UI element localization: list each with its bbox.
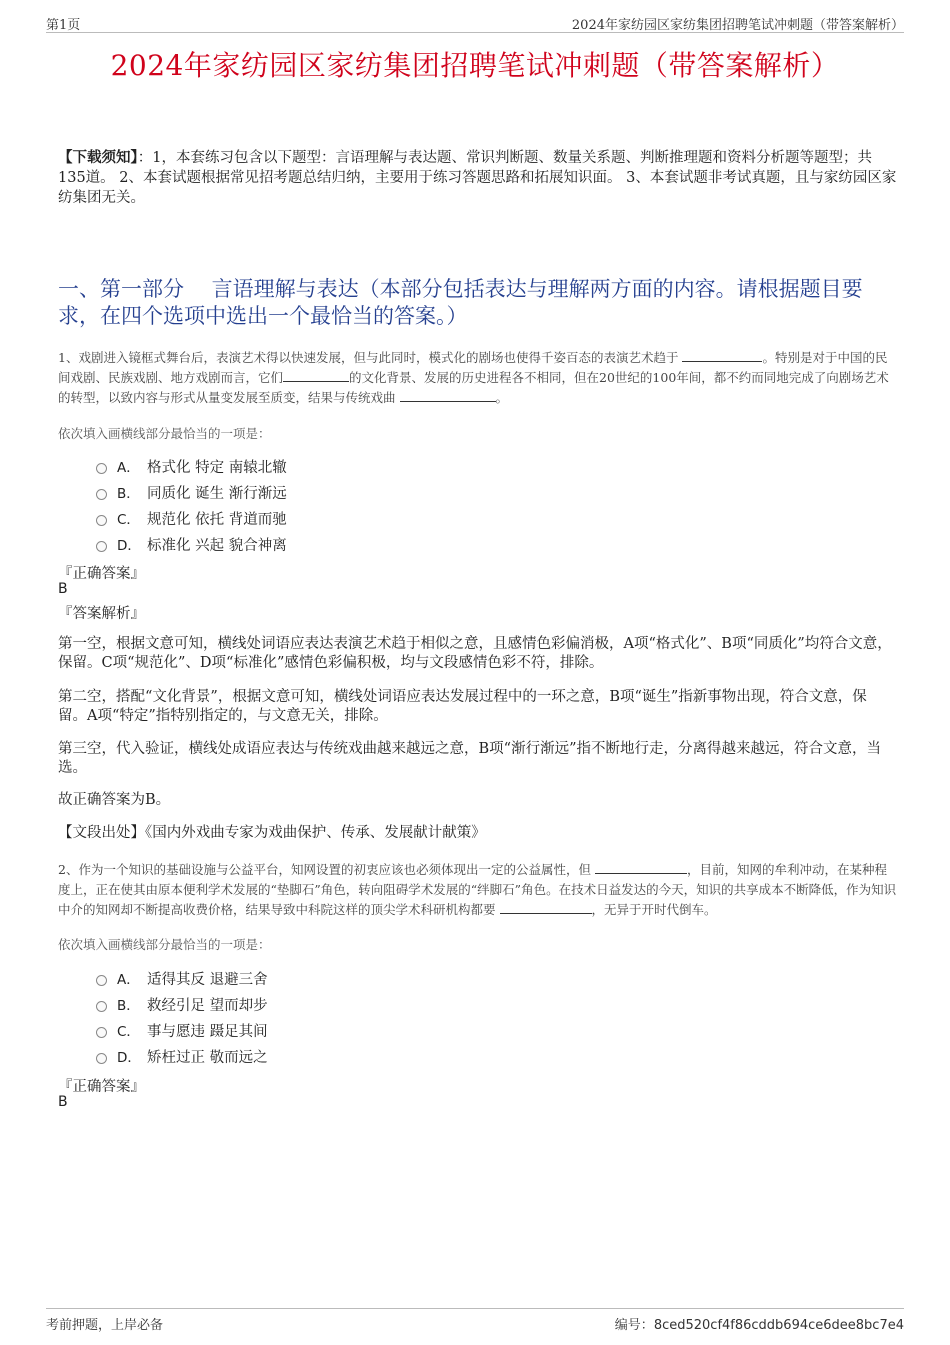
q2-text-part2: ，目前，知网的牟利冲动，在某种程度上，正在使其由原本便利学术发展的“垫脚石”角色，转向阻碍学术发展的“绊脚石”角色。在技术日益发达的今天，知识的共享成本不断降低，作为知识中介的知网却不断提高收费价格，结果导致中科院这样的顶尖学术科研机构都要 bbox=[58, 862, 897, 917]
footer-code bbox=[615, 1314, 904, 1333]
q2-answer-label: 『正确答案』 bbox=[58, 1079, 145, 1095]
question-1-text bbox=[58, 348, 898, 408]
header-doc-title: 2024年家纺园区家纺集团招聘笔试冲刺题（带答案解析） bbox=[571, 18, 904, 33]
radio-icon[interactable] bbox=[96, 1027, 107, 1038]
q2-option-a[interactable]: A． 适得其反 退避三舍 bbox=[96, 965, 268, 991]
q1-prompt: 依次填入画横线部分最恰当的一项是： bbox=[58, 426, 271, 441]
q1-analysis-1: 第一空，根据文意可知，横线处词语应表达表演艺术趋于相似之意，且感情色彩偏消极，A项“格式化”、B项“同质化”均符合文意，保留。C项“规范化”、D项“标准化”感情色彩偏积极，均与文段感情色彩不符，排除。 bbox=[58, 636, 892, 671]
page-header bbox=[46, 14, 904, 33]
download-notice bbox=[58, 148, 898, 208]
page-title: 2024年家纺园区家纺集团招聘笔试冲刺题（带答案解析） bbox=[110, 49, 840, 82]
q2-text-part1: 2、作为一个知识的基础设施与公益平台，知网设置的初衷应该也必须体现出一定的公益属性，但 bbox=[58, 862, 591, 877]
page-number: 第1页 bbox=[46, 18, 81, 33]
q1-analysis-3: 第三空，代入验证，横线处成语应表达与传统戏曲越来越远之意，B项“渐行渐远”指不断地行走，分离得越来越远，符合文意，当选。 bbox=[58, 741, 881, 776]
q2-answer: B bbox=[58, 1094, 68, 1110]
q1-answer: B bbox=[58, 581, 68, 597]
footer-slogan: 考前押题，上岸必备 bbox=[46, 1318, 164, 1333]
q2-blank-2 bbox=[500, 901, 592, 914]
footer-code-value: 8ced520cf4f86cddb694ce6dee8bc7e4 bbox=[653, 1318, 904, 1333]
q1-source: 【文段出处】《国内外戏曲专家为戏曲保护、传承、发展献计献策》 bbox=[58, 825, 486, 841]
q1-option-a[interactable]: A． 格式化 特定 南辕北辙 bbox=[96, 453, 287, 479]
q2-option-b[interactable]: B． 救经引足 望而却步 bbox=[96, 991, 268, 1017]
q1-options bbox=[96, 453, 287, 557]
radio-icon[interactable] bbox=[96, 1001, 107, 1012]
radio-icon[interactable] bbox=[96, 975, 107, 986]
q1-blank-2 bbox=[283, 369, 349, 382]
q2-blank-1 bbox=[595, 861, 687, 874]
radio-icon[interactable] bbox=[96, 541, 107, 552]
radio-icon[interactable] bbox=[96, 1053, 107, 1064]
radio-icon[interactable] bbox=[96, 515, 107, 526]
q2-prompt: 依次填入画横线部分最恰当的一项是： bbox=[58, 937, 271, 952]
q1-text-part2: 。特别是对于中国的民间戏剧、民族戏剧、地方戏剧而言，它们 bbox=[58, 350, 888, 385]
q1-answer-label: 『正确答案』 bbox=[58, 566, 145, 582]
q1-option-d[interactable]: D． 标准化 兴起 貌合神离 bbox=[96, 531, 287, 557]
q1-analysis-label: 『答案解析』 bbox=[58, 606, 145, 622]
q1-text-part1: 1、戏剧进入镜框式舞台后，表演艺术得以快速发展，但与此同时，模式化的剧场也使得千姿百态的表演艺术趋于 bbox=[58, 350, 679, 365]
q1-option-b[interactable]: B． 同质化 诞生 渐行渐远 bbox=[96, 479, 287, 505]
footer-code-label: 编号： bbox=[614, 1318, 654, 1333]
q1-option-c[interactable]: C． 规范化 依托 背道而驰 bbox=[96, 505, 287, 531]
notice-text: ：1，本套练习包含以下题型：言语理解与表达题、常识判断题、数量关系题、判断推理题和资料分析题等题型；共135道。 2、本套试题根据常见招考题总结归纳，主要用于练习答题思路和拓展知识面。 3、本套试题非考试真题，且与家纺园区家纺集团无关。 bbox=[58, 150, 897, 206]
section-title: 一、第一部分 言语理解与表达（本部分包括表达与理解两方面的内容。请根据题目要求，在四个选项中选出一个最恰当的答案。） bbox=[58, 277, 863, 328]
q1-blank-1 bbox=[682, 349, 762, 362]
radio-icon[interactable] bbox=[96, 489, 107, 500]
q2-options bbox=[96, 965, 268, 1069]
q2-option-d[interactable]: D． 矫枉过正 敬而远之 bbox=[96, 1043, 268, 1069]
q1-blank-3 bbox=[400, 389, 496, 402]
footer-divider bbox=[46, 1308, 904, 1309]
q2-option-c[interactable]: C． 事与愿违 蹑足其间 bbox=[96, 1017, 268, 1043]
notice-label: 【下载须知】 bbox=[58, 149, 138, 166]
q1-text-part3: 的文化背景、发展的历史进程各不相同，但在20世纪的100年间，都不约而同地完成了向剧场艺术的转型，以致内容与形式从量变发展至质变，结果与传统戏曲 bbox=[58, 370, 889, 405]
q2-text-part3: ，无异于开时代倒车。 bbox=[591, 902, 717, 917]
question-2-text bbox=[58, 860, 898, 920]
q1-analysis-2: 第二空，搭配“文化背景”，根据文意可知，横线处词语应表达发展过程中的一环之意，B项“诞生”指新事物出现，符合文意，保留。A项“特定”指特别指定的，与文意无关，排除。 bbox=[58, 689, 867, 724]
q1-text-part4: 。 bbox=[495, 390, 509, 405]
radio-icon[interactable] bbox=[96, 463, 107, 474]
q1-analysis-4: 故正确答案为B。 bbox=[58, 792, 171, 808]
